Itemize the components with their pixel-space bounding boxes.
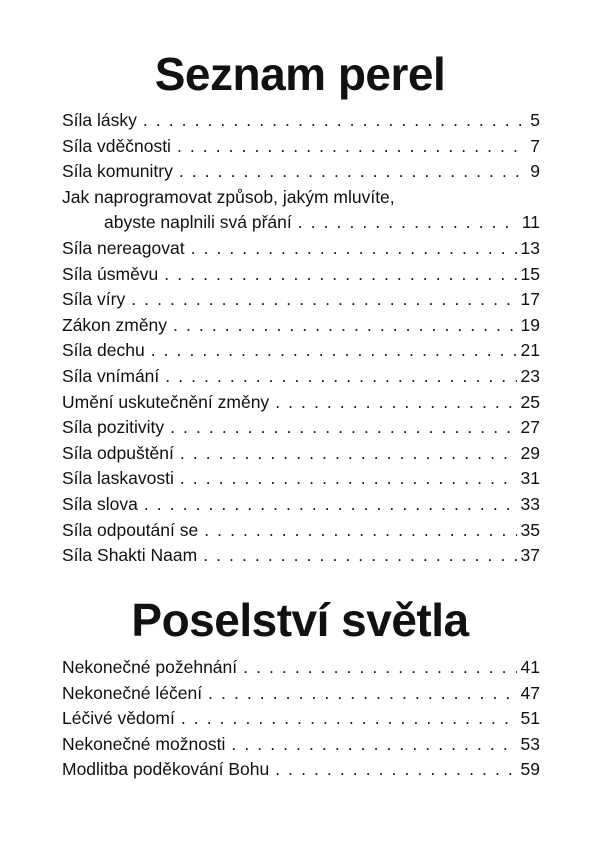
dot-leader: [191, 236, 517, 262]
dot-leader: [177, 134, 526, 160]
toc-entry[interactable]: [62, 492, 540, 518]
toc-entry[interactable]: [62, 390, 540, 416]
toc-entry-page: 15: [520, 263, 540, 284]
toc-entry-page: 33: [520, 493, 540, 514]
dot-leader: [164, 262, 516, 288]
toc-entry-page: 5: [530, 110, 540, 130]
toc-entry-first-line[interactable]: [62, 185, 540, 211]
toc-entry[interactable]: [62, 159, 540, 185]
toc-entry-page: 19: [520, 314, 540, 335]
toc-entry-title: Síla vnímání: [62, 365, 160, 386]
toc-entry-page: 53: [520, 733, 540, 754]
toc-entry-title: Síla laskavosti: [62, 468, 174, 489]
dot-leader: [151, 338, 517, 364]
toc-entry-title: Síla pozitivity: [62, 417, 165, 438]
toc-entry[interactable]: [62, 108, 540, 134]
toc-entry-title: Síla dechu: [62, 340, 145, 361]
toc-entry-title: Modlitba poděkování Bohu: [62, 759, 270, 780]
dot-leader: [203, 543, 516, 569]
toc-entry-page: 25: [520, 391, 540, 412]
dot-leader: [231, 732, 516, 758]
toc-entry[interactable]: [62, 681, 540, 707]
toc-entry[interactable]: [62, 262, 540, 288]
toc-entry-page: 37: [520, 545, 540, 566]
toc-entry-title: Síla slova: [62, 493, 138, 514]
toc-entry-page: 17: [520, 289, 540, 310]
toc-entry-page: 11: [521, 212, 540, 233]
dot-leader: [204, 518, 516, 544]
dot-leader: [173, 313, 516, 339]
toc-entry-title: Síla komunitry: [62, 161, 173, 182]
toc-entry-title: Síla odpuštění: [62, 442, 174, 463]
toc-entry-page: 59: [520, 759, 540, 780]
toc-entry-title: Síla odpoutání se: [62, 519, 199, 540]
dot-leader: [208, 681, 516, 707]
toc-entry-title: Síla Shakti Naam: [62, 545, 198, 566]
toc-entry[interactable]: [62, 364, 540, 390]
toc-entry[interactable]: [62, 518, 540, 544]
dot-leader: [179, 159, 526, 185]
toc-entry[interactable]: [62, 441, 540, 467]
section-title-seznam-perel: Seznam perel: [154, 48, 446, 100]
toc-entry[interactable]: [62, 287, 540, 313]
toc-entry-title: Síla lásky: [62, 110, 137, 130]
toc-entry-page: 21: [520, 340, 540, 361]
toc-entry[interactable]: [62, 415, 540, 441]
toc-entry[interactable]: [62, 655, 540, 681]
toc-entry[interactable]: [62, 466, 540, 492]
dot-leader: [165, 364, 516, 390]
toc-entry[interactable]: [62, 757, 540, 783]
toc-entry[interactable]: [62, 313, 540, 339]
toc-entry-page: 13: [520, 237, 540, 258]
toc-entry-title: Síla nereagovat: [62, 237, 185, 258]
toc-entry-title: Zákon změny: [62, 314, 168, 335]
dot-leader: [181, 706, 517, 732]
dot-leader: [170, 415, 516, 441]
toc-list-seznam-perel: [62, 108, 540, 569]
toc-entry-page: 41: [520, 657, 540, 677]
dot-leader: [144, 492, 517, 518]
toc-entry-title: Síla úsměvu: [62, 263, 159, 284]
toc-entry-title: Síla vděčnosti: [62, 135, 171, 156]
toc-entry-title: Jak naprogramovat způsob, jakým mluvíte,: [62, 186, 395, 207]
toc-entry-page: 47: [520, 682, 540, 703]
toc-entry-title: Léčivé vědomí: [62, 708, 175, 729]
toc-entry-title: Síla víry: [62, 289, 126, 310]
toc-entry-page: 51: [520, 708, 540, 729]
dot-leader: [298, 210, 518, 236]
toc-entry-title: Nekonečné léčení: [62, 682, 203, 703]
dot-leader: [131, 287, 516, 313]
dot-leader: [143, 108, 526, 134]
toc-entry[interactable]: [62, 732, 540, 758]
dot-leader: [275, 757, 516, 783]
dot-leader: [180, 441, 517, 467]
dot-leader: [275, 390, 516, 416]
toc-entry[interactable]: [62, 706, 540, 732]
toc-entry[interactable]: [62, 543, 540, 569]
toc-entry-page: 9: [530, 161, 540, 182]
toc-entry-page: 7: [530, 135, 540, 156]
toc-entry-page: 27: [520, 417, 540, 438]
toc-entry-page: 35: [520, 519, 540, 540]
toc-entry-title: Umění uskutečnění změny: [62, 391, 270, 412]
toc-list-poselstvi-svetla: [62, 655, 540, 783]
toc-entry-page: 23: [520, 365, 540, 386]
toc-entry-title: Nekonečné požehnání: [62, 657, 238, 677]
toc-entry[interactable]: [62, 338, 540, 364]
toc-entry-page: 29: [520, 442, 540, 463]
dot-leader: [180, 466, 517, 492]
toc-entry-title-continued: abyste naplnili svá přání: [104, 212, 292, 233]
section-title-poselstvi-svetla: Poselství světla: [131, 594, 469, 646]
dot-leader: [243, 655, 516, 681]
toc-entry-title: Nekonečné možnosti: [62, 733, 226, 754]
toc-entry-continuation[interactable]: [62, 210, 540, 236]
toc-entry[interactable]: [62, 236, 540, 262]
toc-entry[interactable]: [62, 134, 540, 160]
toc-entry-page: 31: [520, 468, 540, 489]
